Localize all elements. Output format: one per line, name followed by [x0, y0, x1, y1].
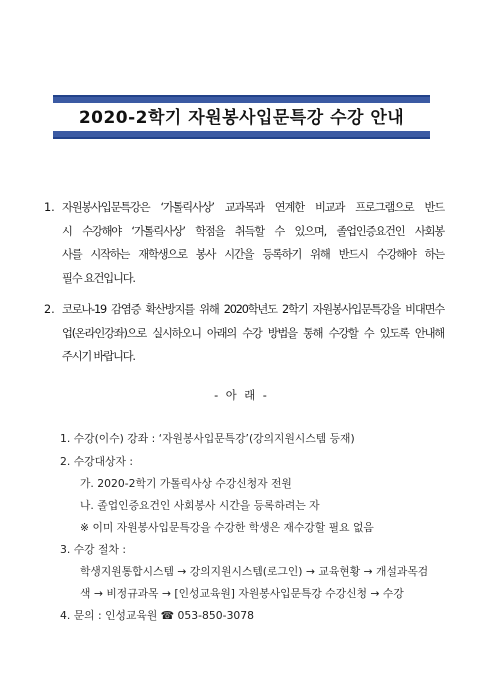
list-item-target-a: 가. 2020-2학기 가톨릭사상 수강신청자 전원: [80, 477, 292, 490]
list-item-procedure-line: 색 → 비정규과목 → [인성교육원] 자원봉사입문특강 수강신청 → 수강: [80, 587, 404, 600]
title-banner: [53, 95, 430, 139]
paragraph-2-line: 업(온라인강좌)으로 실시하오니 아래의 수강 방법을 통해 수강할 수 있도록 안내해: [62, 326, 444, 340]
list-item-procedure: 3. 수강 절차 :: [60, 543, 126, 556]
paragraph-1-line: 필수 요건입니다.: [62, 271, 135, 285]
paragraph-1-number: 1.: [44, 201, 55, 214]
paragraph-1: [44, 196, 444, 290]
list-item-course: 1. 수강(이수) 강좌 : ‘자원봉사입문특강’(강의지원시스템 등재): [60, 432, 355, 445]
paragraph-2-number: 2.: [44, 303, 55, 316]
list-item-target-b: 나. 졸업인증요건인 사회봉사 시간을 등록하려는 자: [80, 499, 320, 512]
list-item-procedure-line: 학생지원통합시스템 → 강의지원시스템(로그인) → 교육현황 → 개설과목검: [80, 565, 429, 578]
paragraph-2-line: 코로나-19 감염증 확산방지를 위해 2020학년도 2학기 자원봉사입문특강을 비대면수: [62, 303, 444, 316]
paragraph-2: [44, 298, 444, 369]
paragraph-1-line: 시 수강해야 ‘가톨릭사상’ 학점을 취득할 수 있으며, 졸업인증요건인 사회봉: [62, 224, 444, 238]
list-item-contact: 4. 문의 : 인성교육원 ☎ 053-850-3078: [60, 609, 255, 622]
notice-heading: - 아 래 -: [214, 389, 269, 402]
paragraph-2-line: 주시기 바랍니다.: [62, 350, 135, 363]
list-item-target: 2. 수강대상자 :: [60, 455, 133, 468]
list-item-target-note: ※ 이미 자원봉사입문특강을 수강한 학생은 재수강할 필요 없음: [80, 521, 374, 534]
title-bar-top: [53, 97, 430, 103]
title-bar-bottom: [53, 131, 430, 137]
page-title: 2020-2학기 자원봉사입문특강 수강 안내: [78, 108, 405, 128]
paragraph-1-line: 자원봉사입문특강은 ‘가톨릭사상’ 교과목과 연계한 비교과 프로그램으로 반드: [62, 201, 444, 214]
paragraph-1-line: 사를 시작하는 재학생으로 봉사 시간을 등록하기 위해 반드시 수강해야 하는: [62, 248, 444, 261]
